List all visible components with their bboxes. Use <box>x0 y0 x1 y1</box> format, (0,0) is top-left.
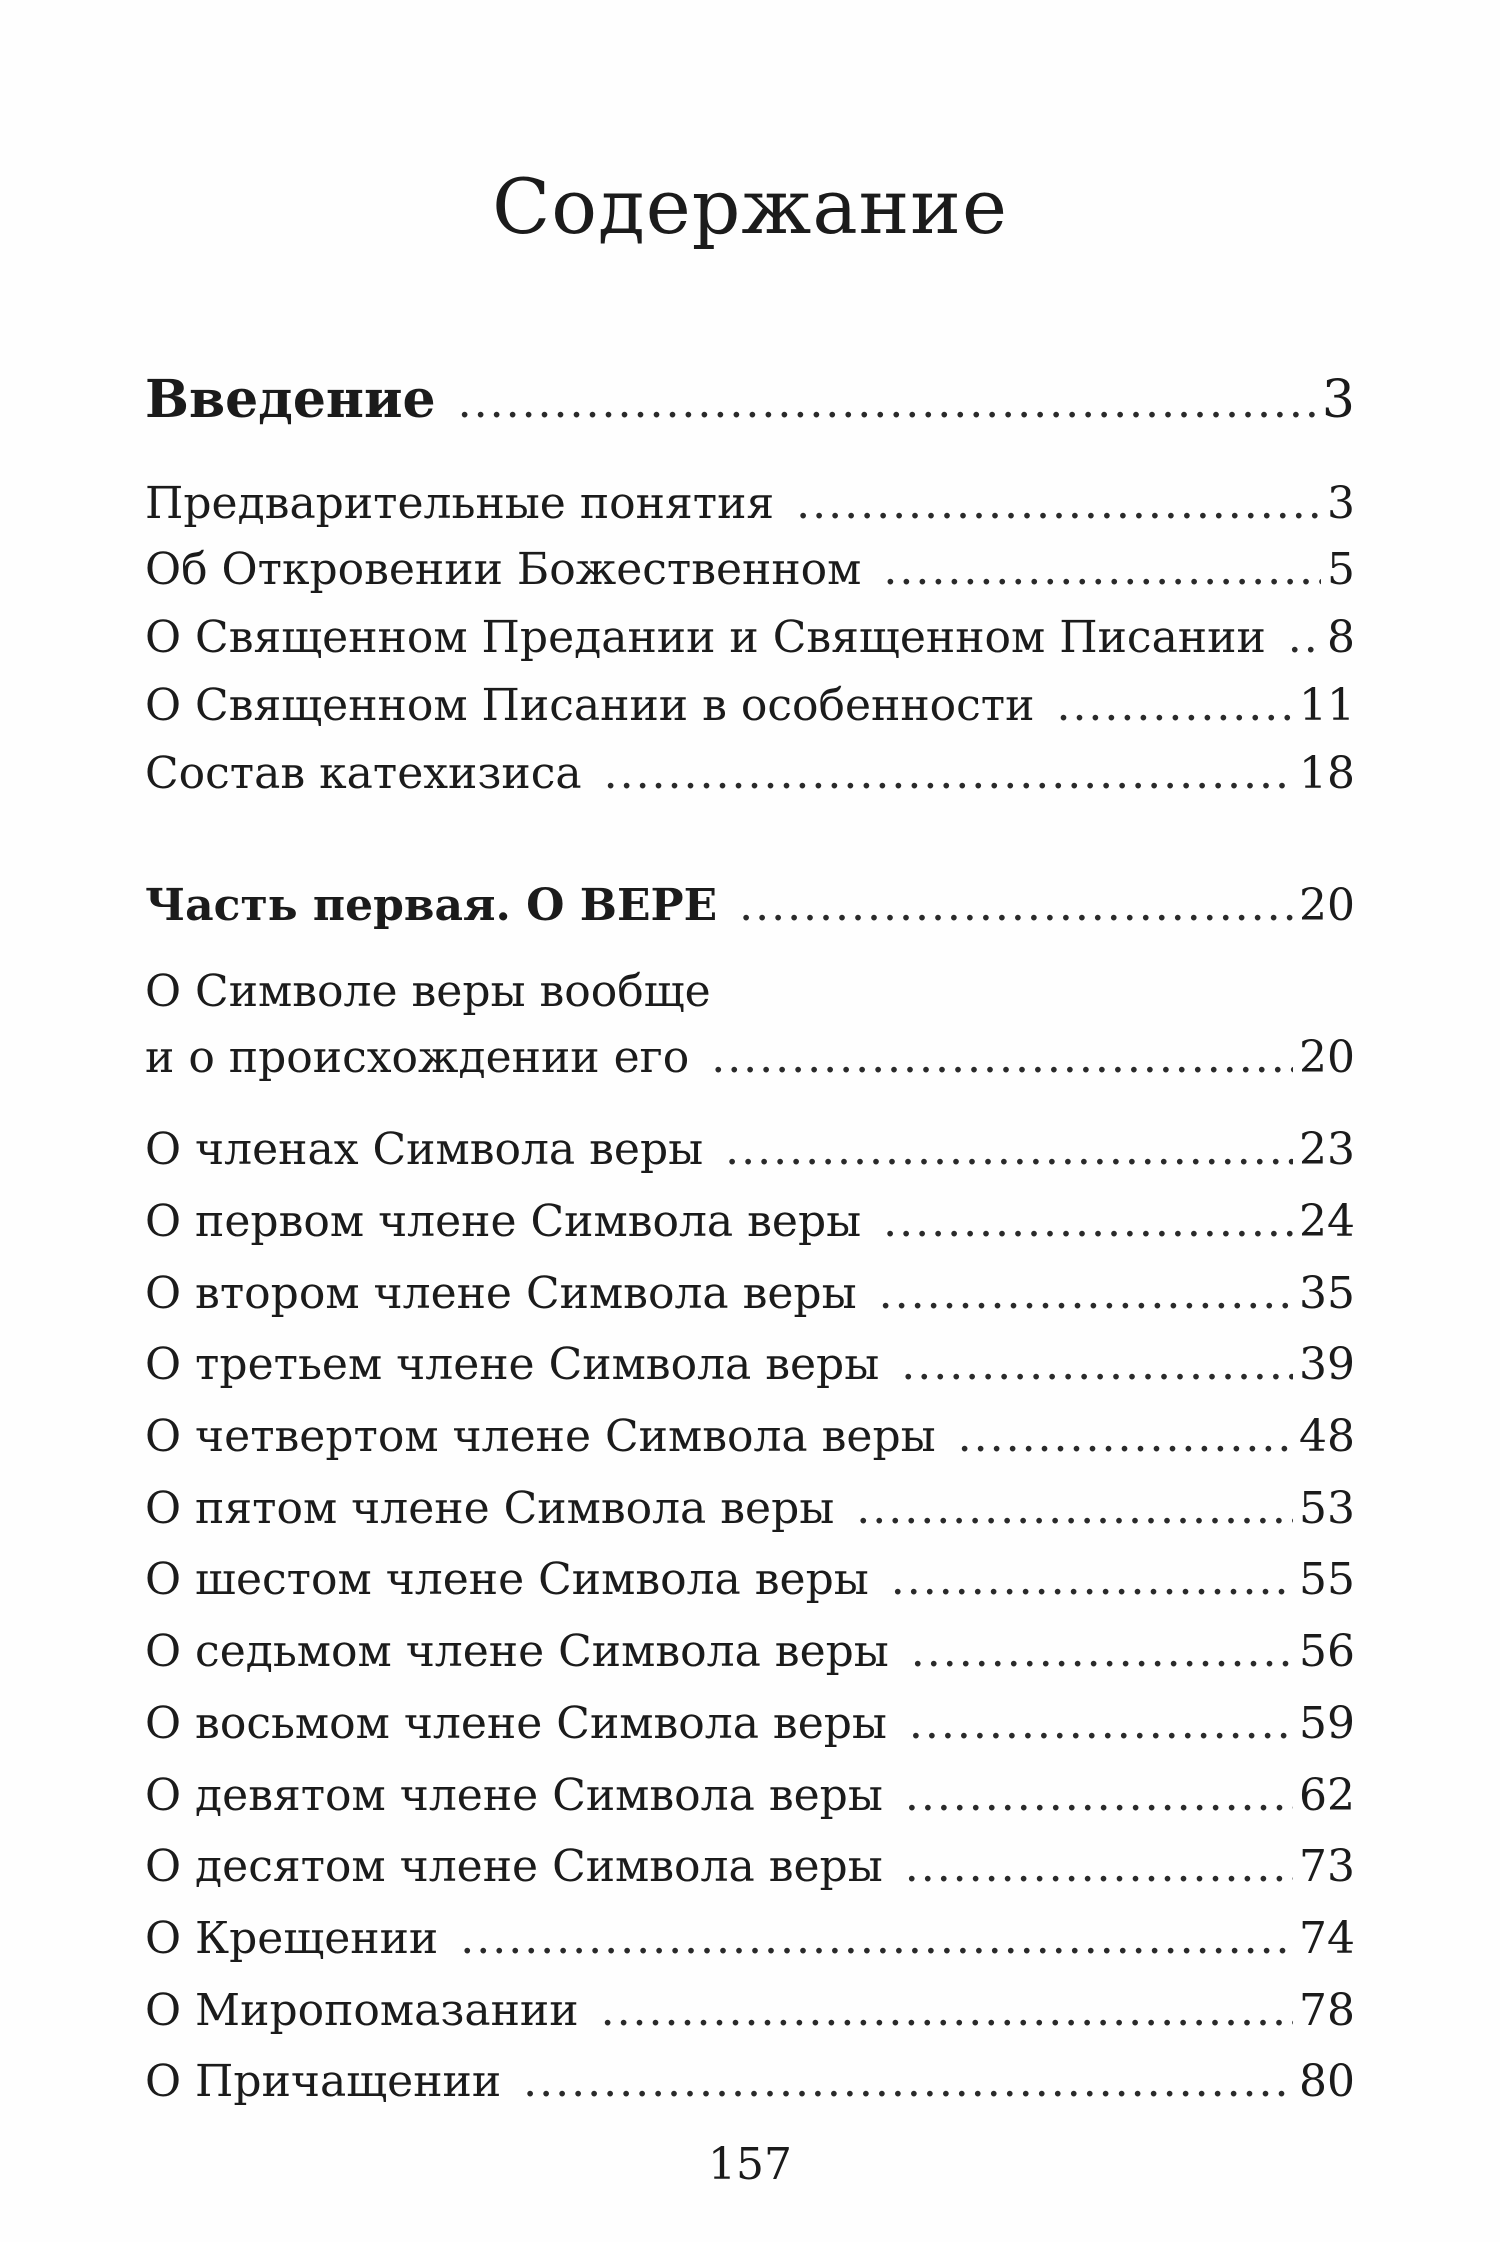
toc-entry <box>145 1268 1355 1319</box>
toc-page-number: 11 <box>1299 680 1355 731</box>
page-number: 157 <box>708 2139 792 2190</box>
toc-entry <box>145 1339 1355 1390</box>
dot-leader <box>901 1343 1293 1387</box>
toc-entry <box>145 1698 1355 1749</box>
toc-entry <box>145 2056 1355 2107</box>
toc-entry-label: О Крещении <box>145 1913 439 1964</box>
toc-page-number: 23 <box>1299 1124 1355 1175</box>
toc-page-number: 18 <box>1299 748 1355 799</box>
toc-entry-label: О десятом члене Символа веры <box>145 1841 883 1892</box>
toc-entry-label: О четвертом члене Символа веры <box>145 1411 936 1462</box>
dot-leader <box>958 1415 1293 1459</box>
toc-entry <box>145 1626 1355 1677</box>
toc-entry <box>145 1554 1355 1605</box>
toc-heading-part-one <box>145 880 1355 931</box>
toc-entry-label: и о происхождении его <box>145 1032 690 1083</box>
toc-page-number: 80 <box>1299 2056 1355 2107</box>
dot-leader <box>523 2060 1293 2104</box>
toc-entry <box>145 478 1355 529</box>
toc-entry <box>145 680 1355 731</box>
dot-leader <box>891 1558 1293 1602</box>
toc-entry-label: Состав катехизиса <box>145 748 582 799</box>
toc-entry-label: О Священном Писании в особенности <box>145 680 1035 731</box>
toc-page-number: 73 <box>1299 1841 1355 1892</box>
toc-entry-label: О пятом члене Символа веры <box>145 1483 835 1534</box>
dot-leader <box>1056 684 1293 728</box>
dot-leader <box>883 548 1321 592</box>
dot-leader <box>796 482 1321 526</box>
toc-entry <box>145 1483 1355 1534</box>
toc-entry-label: О третьем члене Символа веры <box>145 1339 880 1390</box>
toc-entry-label: О Причащении <box>145 2056 502 2107</box>
toc-entry <box>145 1985 1355 2036</box>
toc-page-number: 24 <box>1299 1196 1355 1247</box>
dot-leader <box>905 1845 1293 1889</box>
dot-leader <box>1288 616 1321 660</box>
toc-entry <box>145 748 1355 799</box>
toc-entry-line-first: О Символе веры вообще <box>145 966 711 1017</box>
toc-entry-label: О восьмом члене Символа веры <box>145 1698 887 1749</box>
toc-page-number: 35 <box>1299 1268 1355 1319</box>
toc-page-number: 20 <box>1299 880 1355 931</box>
dot-leader <box>725 1128 1293 1172</box>
toc-page-number: 3 <box>1321 370 1355 430</box>
toc-heading-label: Введение <box>145 369 436 430</box>
toc-entry-label: О Священном Предании и Священном Писании <box>145 612 1266 663</box>
dot-leader <box>883 1200 1293 1244</box>
toc-page-number: 62 <box>1299 1770 1355 1821</box>
page-title: Содержание <box>492 161 1008 251</box>
toc-page-number: 78 <box>1299 1985 1355 2036</box>
toc-page-number: 5 <box>1327 544 1355 595</box>
dot-leader <box>711 1036 1293 1080</box>
toc-entry <box>145 1196 1355 1247</box>
toc-entry-label: Предварительные понятия <box>145 478 775 529</box>
toc-entry-label: О первом члене Символа веры <box>145 1196 862 1247</box>
toc-page-number: 56 <box>1299 1626 1355 1677</box>
toc-entry-label: О втором члене Символа веры <box>145 1268 857 1319</box>
dot-leader <box>460 1917 1293 1961</box>
toc-entry <box>145 1124 1355 1175</box>
toc-entry-label: Об Откровении Божественном <box>145 544 862 595</box>
toc-entry-label: О седьмом члене Символа веры <box>145 1626 889 1677</box>
toc-page-number: 8 <box>1327 612 1355 663</box>
toc-page-number: 20 <box>1299 1032 1355 1083</box>
dot-leader <box>879 1272 1293 1316</box>
toc-page-number: 53 <box>1299 1483 1355 1534</box>
dot-leader <box>856 1487 1293 1531</box>
toc-page-number: 3 <box>1327 478 1355 529</box>
dot-leader <box>604 752 1293 796</box>
toc-entry-label: О Миропомазании <box>145 1985 579 2036</box>
dot-leader <box>458 381 1316 425</box>
toc-page-number: 39 <box>1299 1339 1355 1390</box>
toc-entry-label: О девятом члене Символа веры <box>145 1770 883 1821</box>
toc-entry-label: О членах Символа веры <box>145 1124 704 1175</box>
toc-page-number: 74 <box>1299 1913 1355 1964</box>
toc-entry <box>145 544 1355 595</box>
toc-heading-introduction <box>145 369 1355 430</box>
toc-page-number: 48 <box>1299 1411 1355 1462</box>
dot-leader <box>911 1630 1293 1674</box>
toc-entry-label: О шестом члене Символа веры <box>145 1554 869 1605</box>
toc-entry <box>145 612 1355 663</box>
dot-leader <box>601 1989 1293 2033</box>
dot-leader <box>905 1774 1293 1818</box>
dot-leader <box>739 884 1293 928</box>
toc-entry <box>145 1913 1355 1964</box>
toc-page-number: 55 <box>1299 1554 1355 1605</box>
toc-entry <box>145 1770 1355 1821</box>
toc-heading-label: Часть первая. О ВЕРЕ <box>145 880 718 931</box>
toc-page-number: 59 <box>1299 1698 1355 1749</box>
toc-entry <box>145 1841 1355 1892</box>
toc-entry <box>145 1032 1355 1083</box>
toc-entry <box>145 1411 1355 1462</box>
dot-leader <box>909 1702 1293 1746</box>
